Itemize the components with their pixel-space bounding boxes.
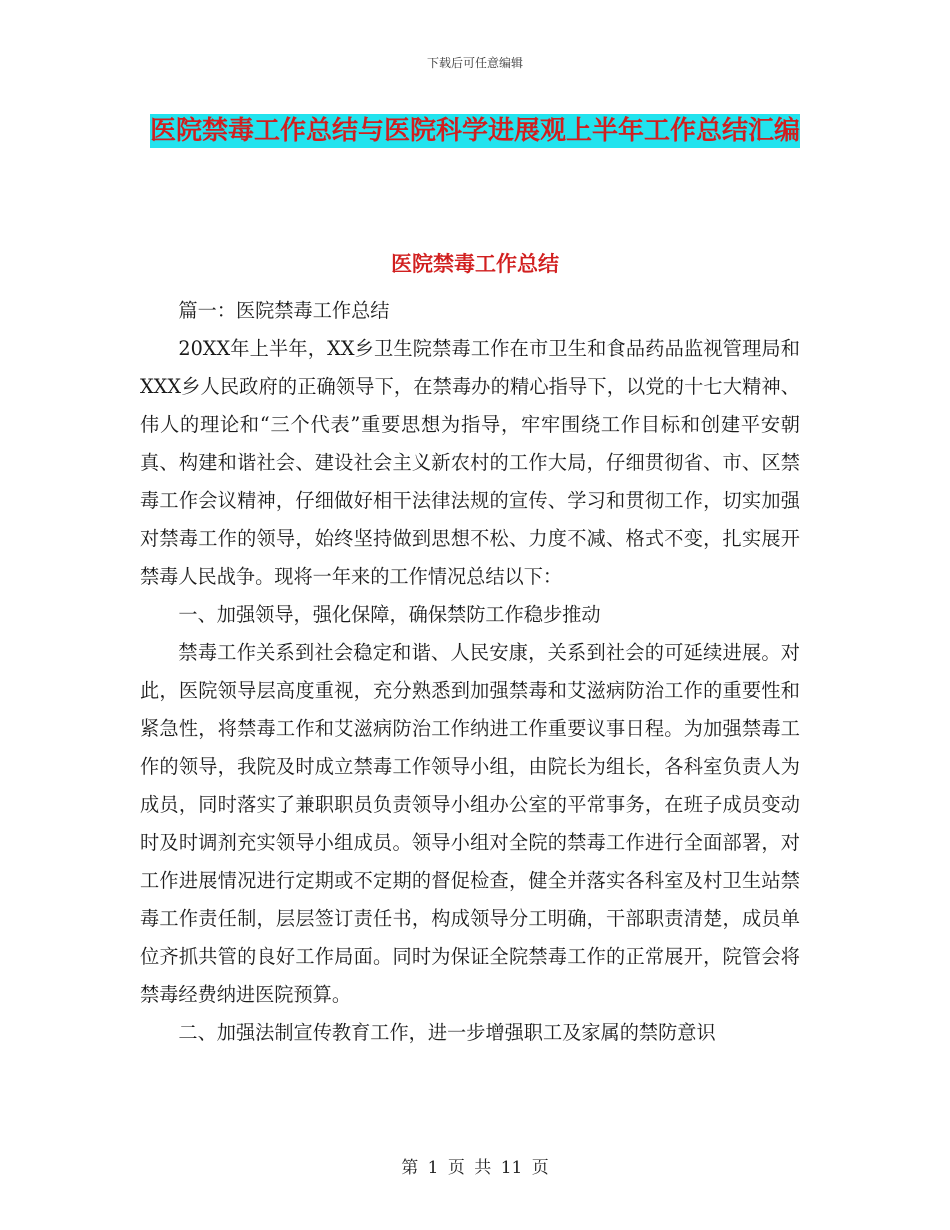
document-title-text: 医院禁毒工作总结与医院科学进展观上半年工作总结汇编 [149, 116, 800, 146]
paragraph: 禁毒工作关系到社会稳定和谐、人民安康，关系到社会的可延续进展。对此，医院领导层高度重视，充分熟悉到加强禁毒和艾滋病防治工作的重要性和紧急性，将禁毒工作和艾滋病防治工作纳进工作重要议事日程。为加强禁毒工作的领导，我院及时成立禁毒工作领导小组，由院长为组长，各科室负责人为成员，同时落实了兼职职员负责领导小组办公室的平常事务，在班子成员变动时及时调剂充实领导小组成员。领导小组对全院的禁毒工作进行全面部署，对工作进展情况进行定期或不定期的督促检查，健全并落实各科室及村卫生站禁毒工作责任制，层层签订责任书，构成领导分工明确，干部职责清楚，成员单位齐抓共管的良好工作局面。同时为保证全院禁毒工作的正常展开，院管会将禁毒经费纳进医院预算。 [140, 641, 800, 1006]
page-header-note: 下载后可任意编辑 [426, 56, 523, 70]
document-title [145, 108, 805, 154]
section-title: 医院禁毒工作总结 [391, 252, 559, 276]
page-footer: 第 1 页 共 11 页 [401, 1158, 549, 1178]
paragraph: 篇一：医院禁毒工作总结 [178, 299, 390, 322]
document-body [140, 292, 800, 1052]
paragraph: 一、加强领导，强化保障，确保禁防工作稳步推动 [178, 603, 601, 626]
paragraph: 20XX年上半年，XX乡卫生院禁毒工作在市卫生和食品药品监视管理局和XXX乡人民政府的正确领导下，在禁毒办的精心指导下，以党的十七大精神、伟人的理论和“三个代表”重要思想为指导，牢牢围绕工作目标和创建平安朝真、构建和谐社会、建设社会主义新农村的工作大局，仔细贯彻省、市、区禁毒工作会议精神，仔细做好相干法律法规的宣传、学习和贯彻工作，切实加强对禁毒工作的领导，始终坚持做到思想不松、力度不减、格式不变，扎实展开禁毒人民战争。现将一年来的工作情况总结以下： [140, 337, 800, 588]
paragraph: 二、加强法制宣传教育工作，进一步增强职工及家属的禁防意识 [178, 1021, 716, 1044]
